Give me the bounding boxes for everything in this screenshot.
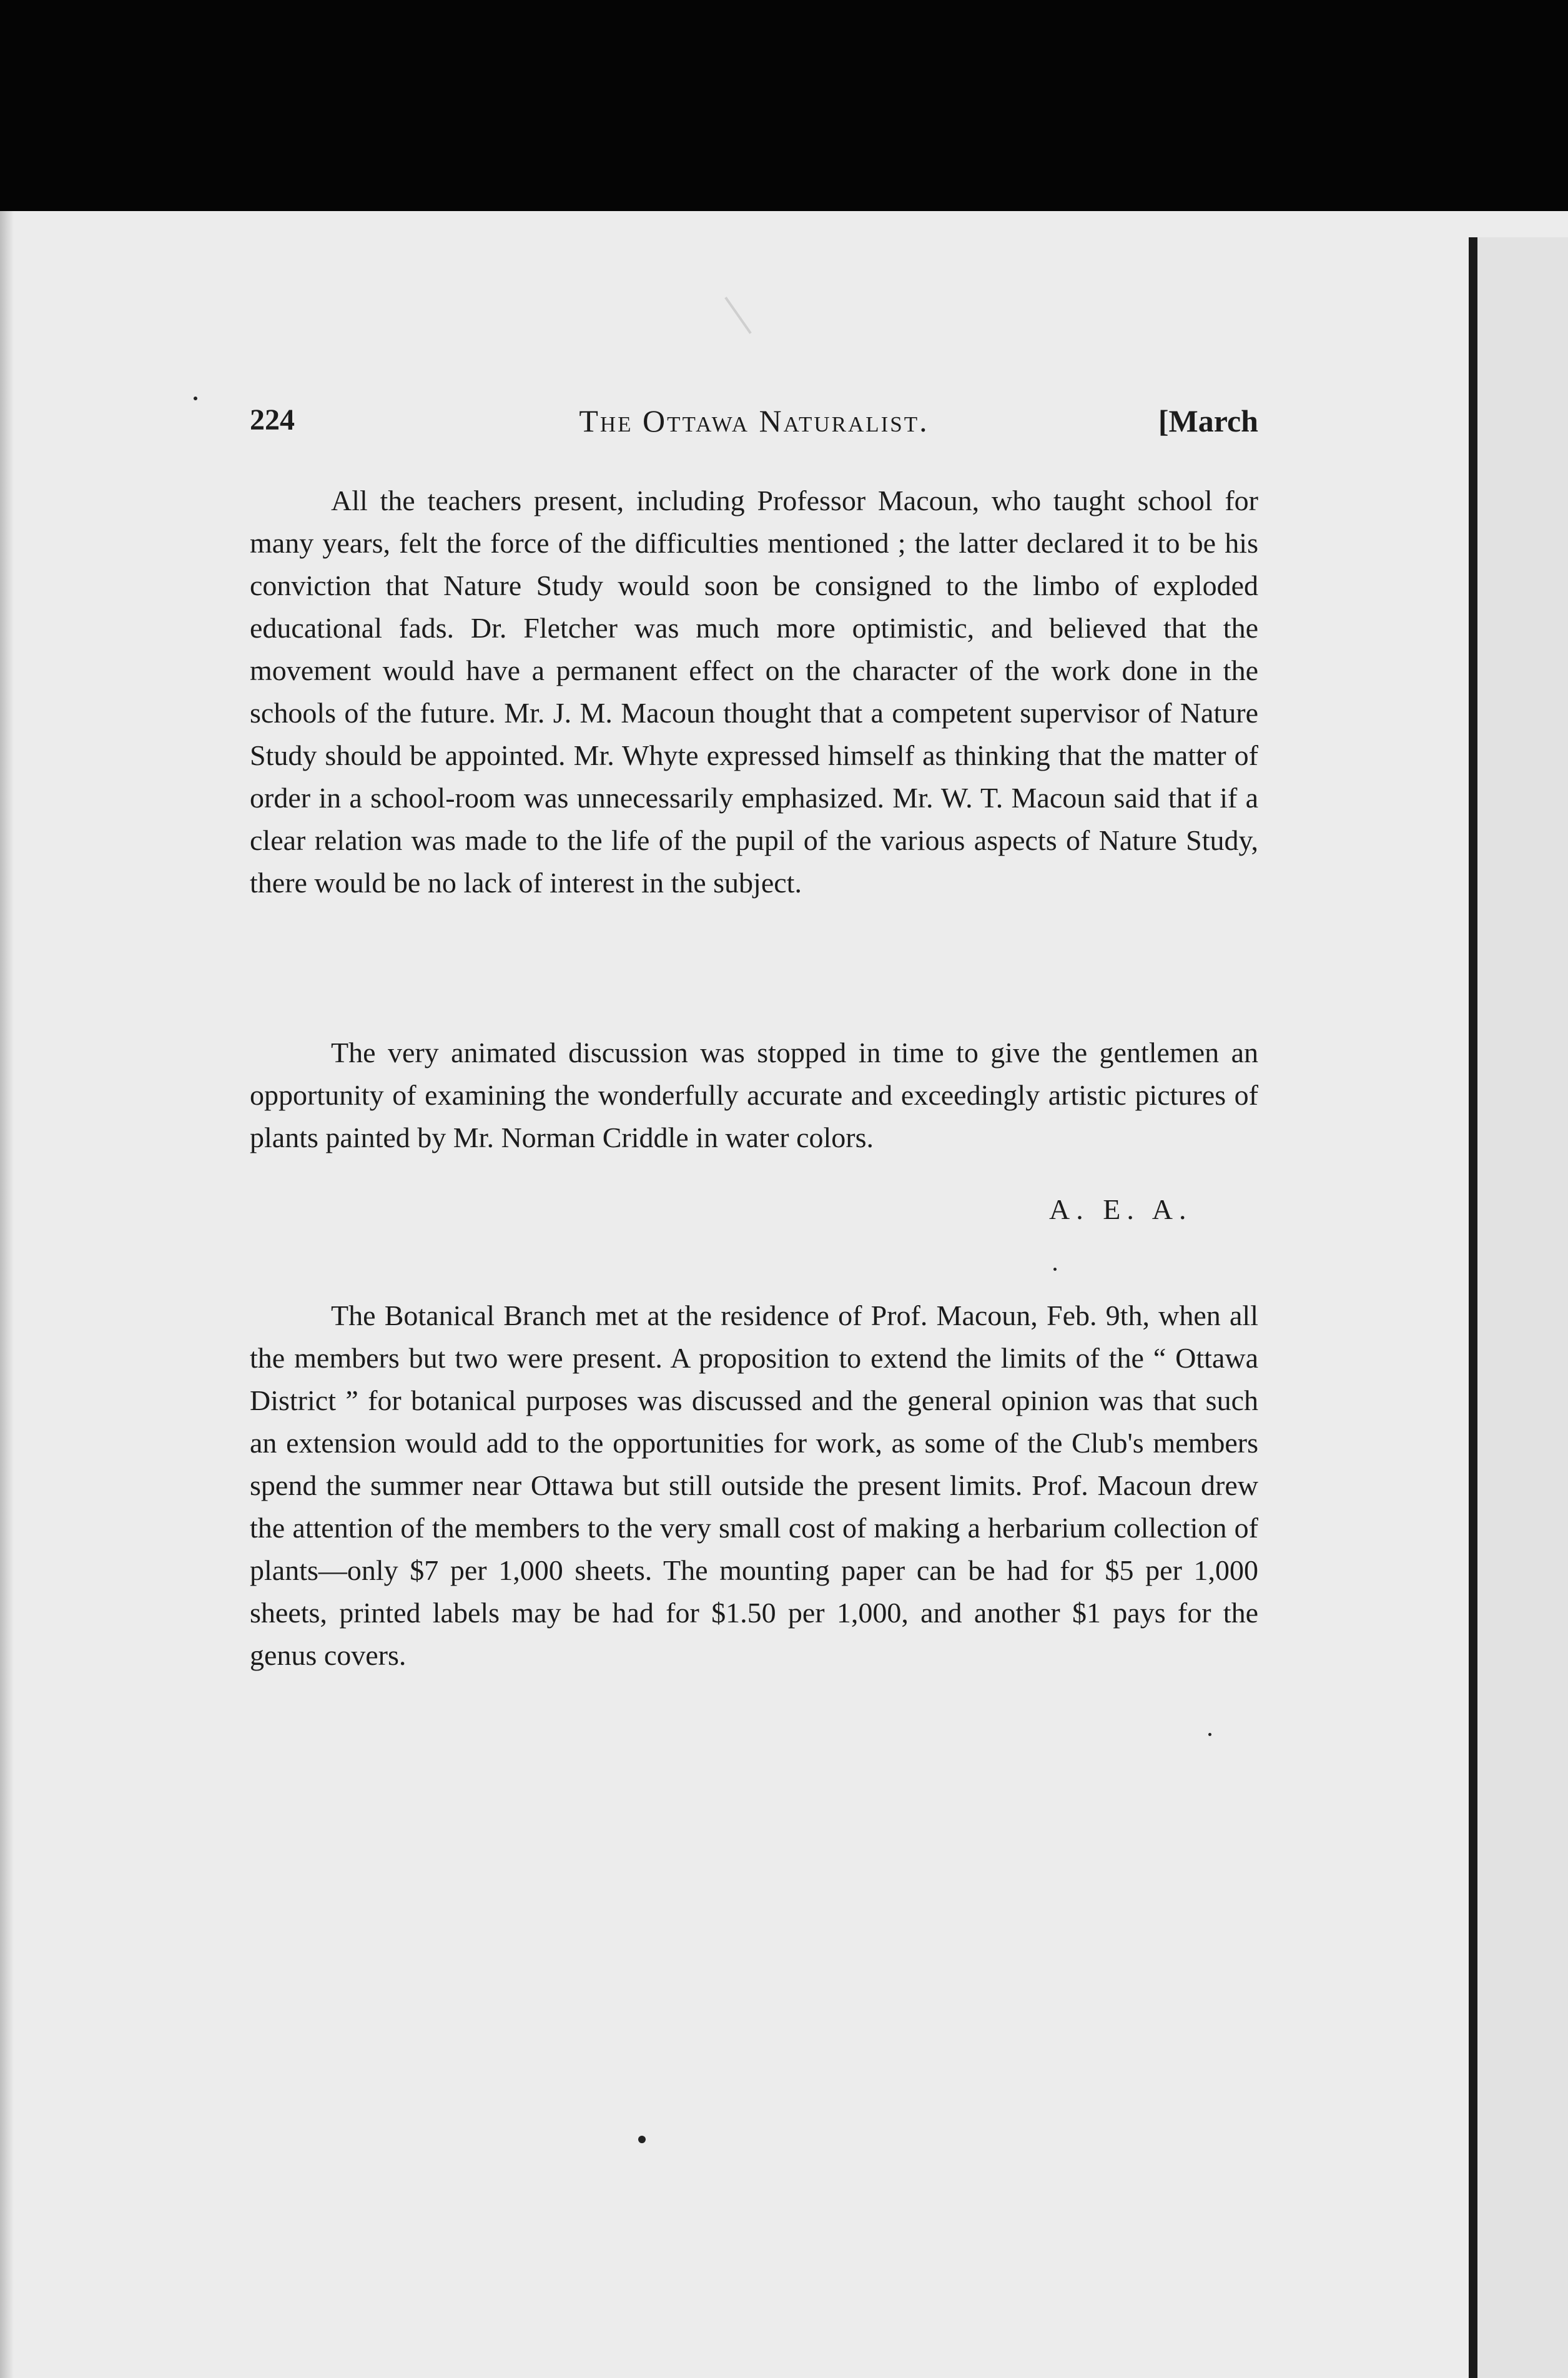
next-page-edge [1477, 237, 1568, 2378]
author-initials: A. E. A. [1049, 1193, 1193, 1225]
paragraph-text: The very animated discussion was stopped in time to give the gentlemen an opportunity of examining the wonderfully accurate and exceedingly artistic pictures of plants painted by Mr. Norman Criddle in water colors. [250, 1037, 1258, 1153]
page-header [250, 403, 1258, 446]
dust-speck [1208, 1733, 1211, 1736]
report-paragraph [250, 480, 1258, 904]
dust-speck [638, 2136, 646, 2143]
page-number: 224 [250, 403, 295, 437]
paragraph-text: All the teachers present, including Professor Macoun, who taught school for many years, felt the force of the difficulties mentioned ; the latter declared it to be his conviction that Nature Study would soon be consigned to the limbo of exploded educational fads. Dr. Fletcher was much more optimistic, and believed that the movement would have a permanent effect on the character of the work done in the schools of the future. Mr. J. M. Macoun thought that a competent supervisor of Nature Study should be appointed. Mr. Whyte expressed himself as thinking that the matter of order in a school-room was unnecessarily emphasized. Mr. W. T. Macoun said that if a clear relation was made to the life of the pupil of the various aspects of Nature Study, there would be no lack of interest in the subject. [250, 485, 1258, 899]
dust-speck [194, 397, 197, 400]
running-title: The Ottawa Naturalist. [579, 403, 929, 438]
dust-speck [1053, 1268, 1057, 1271]
report-paragraph [250, 1032, 1258, 1159]
issue-month: [March [1158, 403, 1258, 438]
paragraph-text: The Botanical Branch met at the residence of Prof. Macoun, Feb. 9th, when all the members but two were present. A proposition to extend the limits of the “ Ottawa District ” for botanical purposes was discussed and the general opinion was that such an extension would add to the opportunities for work, as some of the Club's members spend the summer near Ottawa but still outside the present limits. Prof. Macoun drew the attention of the members to the very small cost of making a herbarium collection of plants—only $7 per 1,000 sheets. The mounting paper can be had for $5 per 1,000 sheets, printed labels may be had for $1.50 per 1,000, and another $1 pays for the genus covers. [250, 1300, 1258, 1671]
page-gutter-edge [1469, 237, 1477, 2378]
page-left-shadow [0, 211, 14, 2378]
report-paragraph [250, 1295, 1258, 1677]
